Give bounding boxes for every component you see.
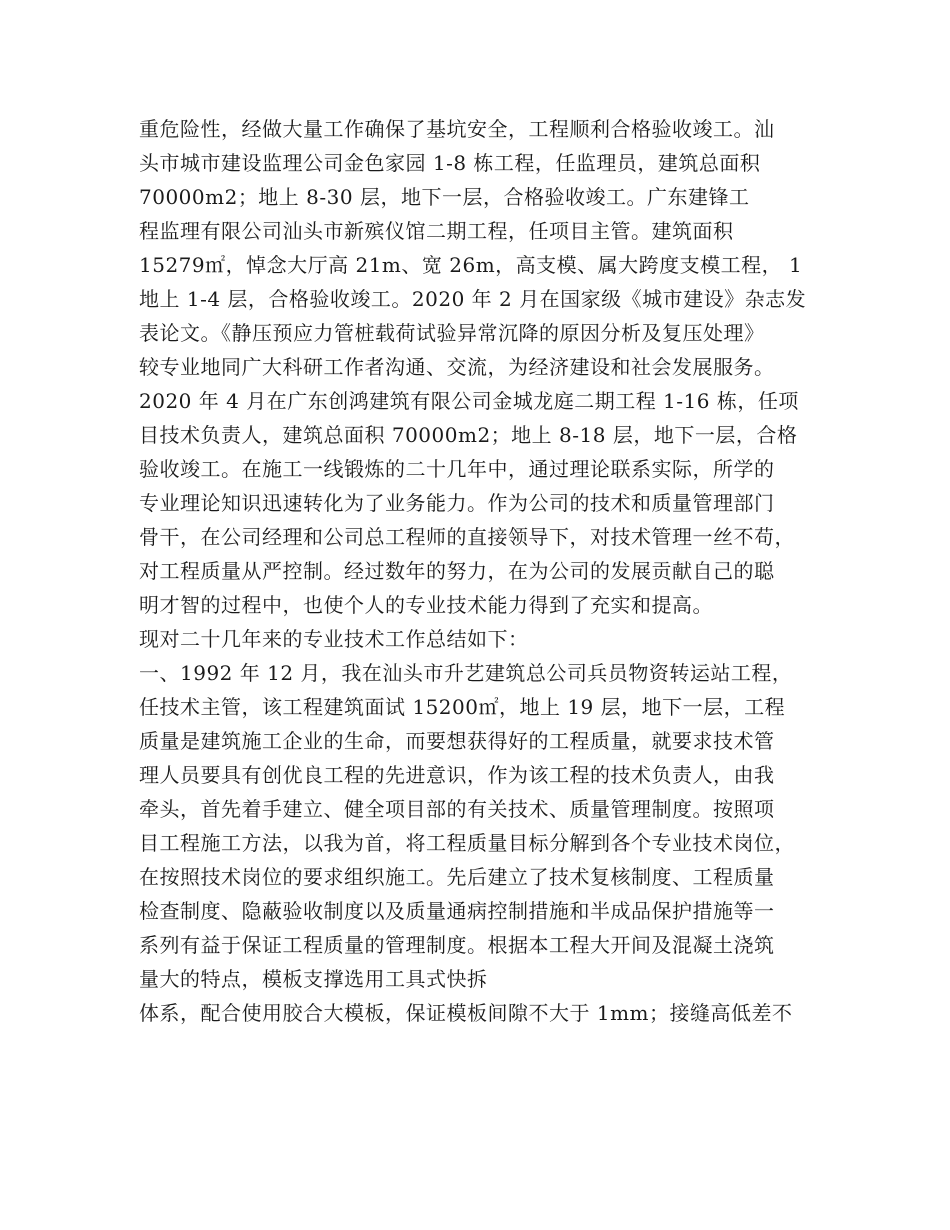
text-line: 地上 1-4 层，合格验收竣工。2020 年 2 月在国家级《城市建设》杂志发 [139,287,807,311]
text-line: 检查制度、隐蔽验收制度以及质量通病控制措施和半成品保护措施等一 [139,899,775,923]
text-line: 2020 年 4 月在广东创鸿建筑有限公司金城龙庭二期工程 1-16 栋，任项 [139,389,799,413]
text-line: 骨干，在公司经理和公司总工程师的直接领导下，对技术管理一丝不苟， [139,525,795,549]
text-line: 表论文。《静压预应力管桩载荷试验异常沉降的原因分析及复压处理》 [139,321,765,345]
text-line: 一、1992 年 12 月，我在汕头市升艺建筑总公司兵员物资转运站工程， [139,661,793,685]
text-line: 较专业地同广大科研工作者沟通、交流，为经济建设和社会发展服务。 [139,355,775,379]
text-line: 15279㎡，悼念大厅高 21m、宽 26m，高支模、属大跨度支模工程， 1 [139,253,803,277]
text-line: 目技术负责人，建筑总面积 70000m2；地上 8-18 层，地下一层，合格 [139,423,798,447]
text-line: 明才智的过程中，也使个人的专业技术能力得到了充实和提高。 [139,593,713,617]
text-line: 质量是建筑施工企业的生命，而要想获得好的工程质量，就要求技术管 [139,729,775,753]
text-line: 70000m2；地上 8-30 层，地下一层，合格验收竣工。广东建锋工 [139,185,750,209]
text-line: 现对二十几年来的专业技术工作总结如下： [139,627,529,651]
text-line: 头市城市建设监理公司金色家园 1-8 栋工程，任监理员，建筑总面积 [139,151,761,175]
text-line: 对工程质量从严控制。经过数年的努力，在为公司的发展贡献自己的聪 [139,559,775,583]
text-line: 验收竣工。在施工一线锻炼的二十几年中，通过理论联系实际，所学的 [139,457,775,481]
text-line: 在按照技术岗位的要求组织施工。先后建立了技术复核制度、工程质量 [139,865,775,889]
text-line: 体系，配合使用胶合大模板，保证模板间隙不大于 1mm；接缝高低差不 [139,1001,793,1025]
text-line: 量大的特点，模板支撑选用工具式快拆 [139,967,488,991]
text-line: 牵头，首先着手建立、健全项目部的有关技术、质量管理制度。按照项 [139,797,775,821]
text-line: 程监理有限公司汕头市新殡仪馆二期工程，任项目主管。建筑面积 [139,219,734,243]
text-line: 系列有益于保证工程质量的管理制度。根据本工程大开间及混凝土浇筑 [139,933,775,957]
text-line: 目工程施工方法，以我为首，将工程质量目标分解到各个专业技术岗位， [139,831,795,855]
text-line: 理人员要具有创优良工程的先进意识，作为该工程的技术负责人，由我 [139,763,775,787]
text-line: 重危险性，经做大量工作确保了基坑安全，工程顺利合格验收竣工。汕 [139,117,775,141]
text-line: 专业理论知识迅速转化为了业务能力。作为公司的技术和质量管理部门 [139,491,775,515]
text-line: 任技术主管，该工程建筑面试 15200㎡，地上 19 层，地下一层，工程 [139,695,786,719]
body-text [139,112,839,1030]
